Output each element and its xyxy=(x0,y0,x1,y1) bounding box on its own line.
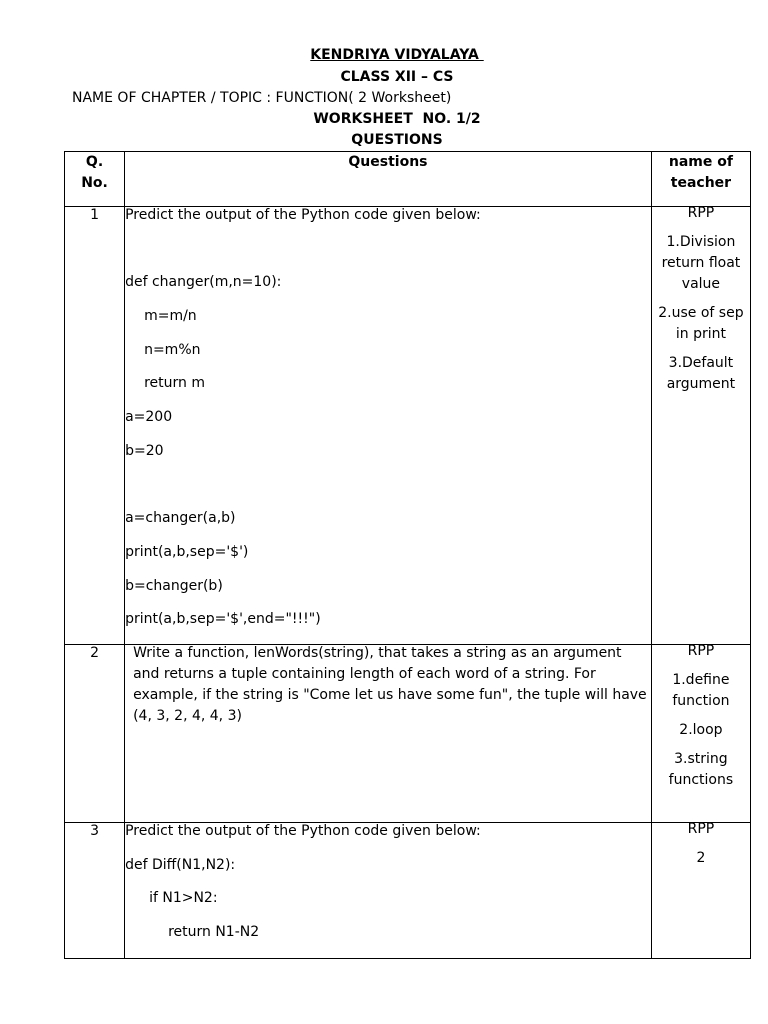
teacher-notes xyxy=(651,207,750,645)
teacher-note: 2 xyxy=(696,850,706,866)
school-name xyxy=(0,45,768,65)
question-body xyxy=(125,645,652,823)
question-intro: Predict the output of the Python code given below: xyxy=(125,823,481,839)
question-text: Write a function, lenWords(string), that takes a string as an argument and returns a tuple containing length of each word of a string. For example, if the string is "Come let us have some fun", the tuple will have (4, 3, 2, 4, 4, 3) xyxy=(133,645,647,724)
code-line: print(a,b,sep='$',end="!!!") xyxy=(125,611,321,628)
teacher-note: 2.loop xyxy=(679,722,723,738)
teacher-note: 1.Division return float value xyxy=(661,234,741,292)
question-number: 1 xyxy=(65,207,125,645)
teacher-note: 3.string functions xyxy=(668,751,734,788)
question-number: 3 xyxy=(65,823,125,959)
questions-header: Questions xyxy=(125,152,652,207)
code-line: b=20 xyxy=(125,442,164,459)
teacher-notes xyxy=(651,645,750,823)
code-line: return m xyxy=(144,375,205,392)
question-intro: Predict the output of the Python code given below: xyxy=(125,207,481,223)
qno-header-line2: No. xyxy=(81,175,108,191)
teacher-notes xyxy=(651,823,750,959)
section-title: QUESTIONS xyxy=(351,132,443,148)
teacher-header-line2: teacher xyxy=(670,175,732,191)
code-line: def changer(m,n=10): xyxy=(125,274,282,291)
teacher-header-line1: name of xyxy=(668,154,733,170)
table-row xyxy=(65,823,751,959)
teacher-note: RPP xyxy=(687,643,715,659)
questions-table xyxy=(64,151,751,959)
teacher-header xyxy=(651,152,750,207)
code-line: a=changer(a,b) xyxy=(125,510,236,527)
school-name-text: KENDRIYA VIDYALAYA xyxy=(310,47,484,63)
class-title: CLASS XII – CS xyxy=(340,69,454,85)
spacer xyxy=(125,477,651,511)
code-line: n=m%n xyxy=(144,341,201,358)
qno-header-line1: Q. xyxy=(85,154,104,170)
code-line: return N1-N2 xyxy=(168,924,260,941)
question-number: 2 xyxy=(65,645,125,823)
code-line: a=200 xyxy=(125,409,173,426)
qno-header xyxy=(65,152,125,207)
teacher-note: 1.define function xyxy=(672,672,730,709)
teacher-note: RPP xyxy=(687,821,715,837)
table-row xyxy=(65,645,751,823)
chapter-topic: NAME OF CHAPTER / TOPIC : FUNCTION( 2 Worksheet) xyxy=(72,90,452,106)
table-row xyxy=(65,207,751,645)
table-header-row xyxy=(65,152,751,207)
question-body xyxy=(125,823,652,959)
code-line: print(a,b,sep='$') xyxy=(125,543,249,560)
worksheet-number: WORKSHEET NO. 1/2 xyxy=(313,111,481,127)
question-body xyxy=(125,207,652,645)
teacher-note: RPP xyxy=(687,205,715,221)
spacer xyxy=(125,241,651,275)
code-line: if N1>N2: xyxy=(149,890,218,907)
code-line: m=m/n xyxy=(144,308,197,325)
code-line: b=changer(b) xyxy=(125,577,223,594)
teacher-note: 2.use of sep in print xyxy=(658,305,744,342)
code-line: def Diff(N1,N2): xyxy=(125,856,236,873)
teacher-note: 3.Default argument xyxy=(666,355,736,392)
